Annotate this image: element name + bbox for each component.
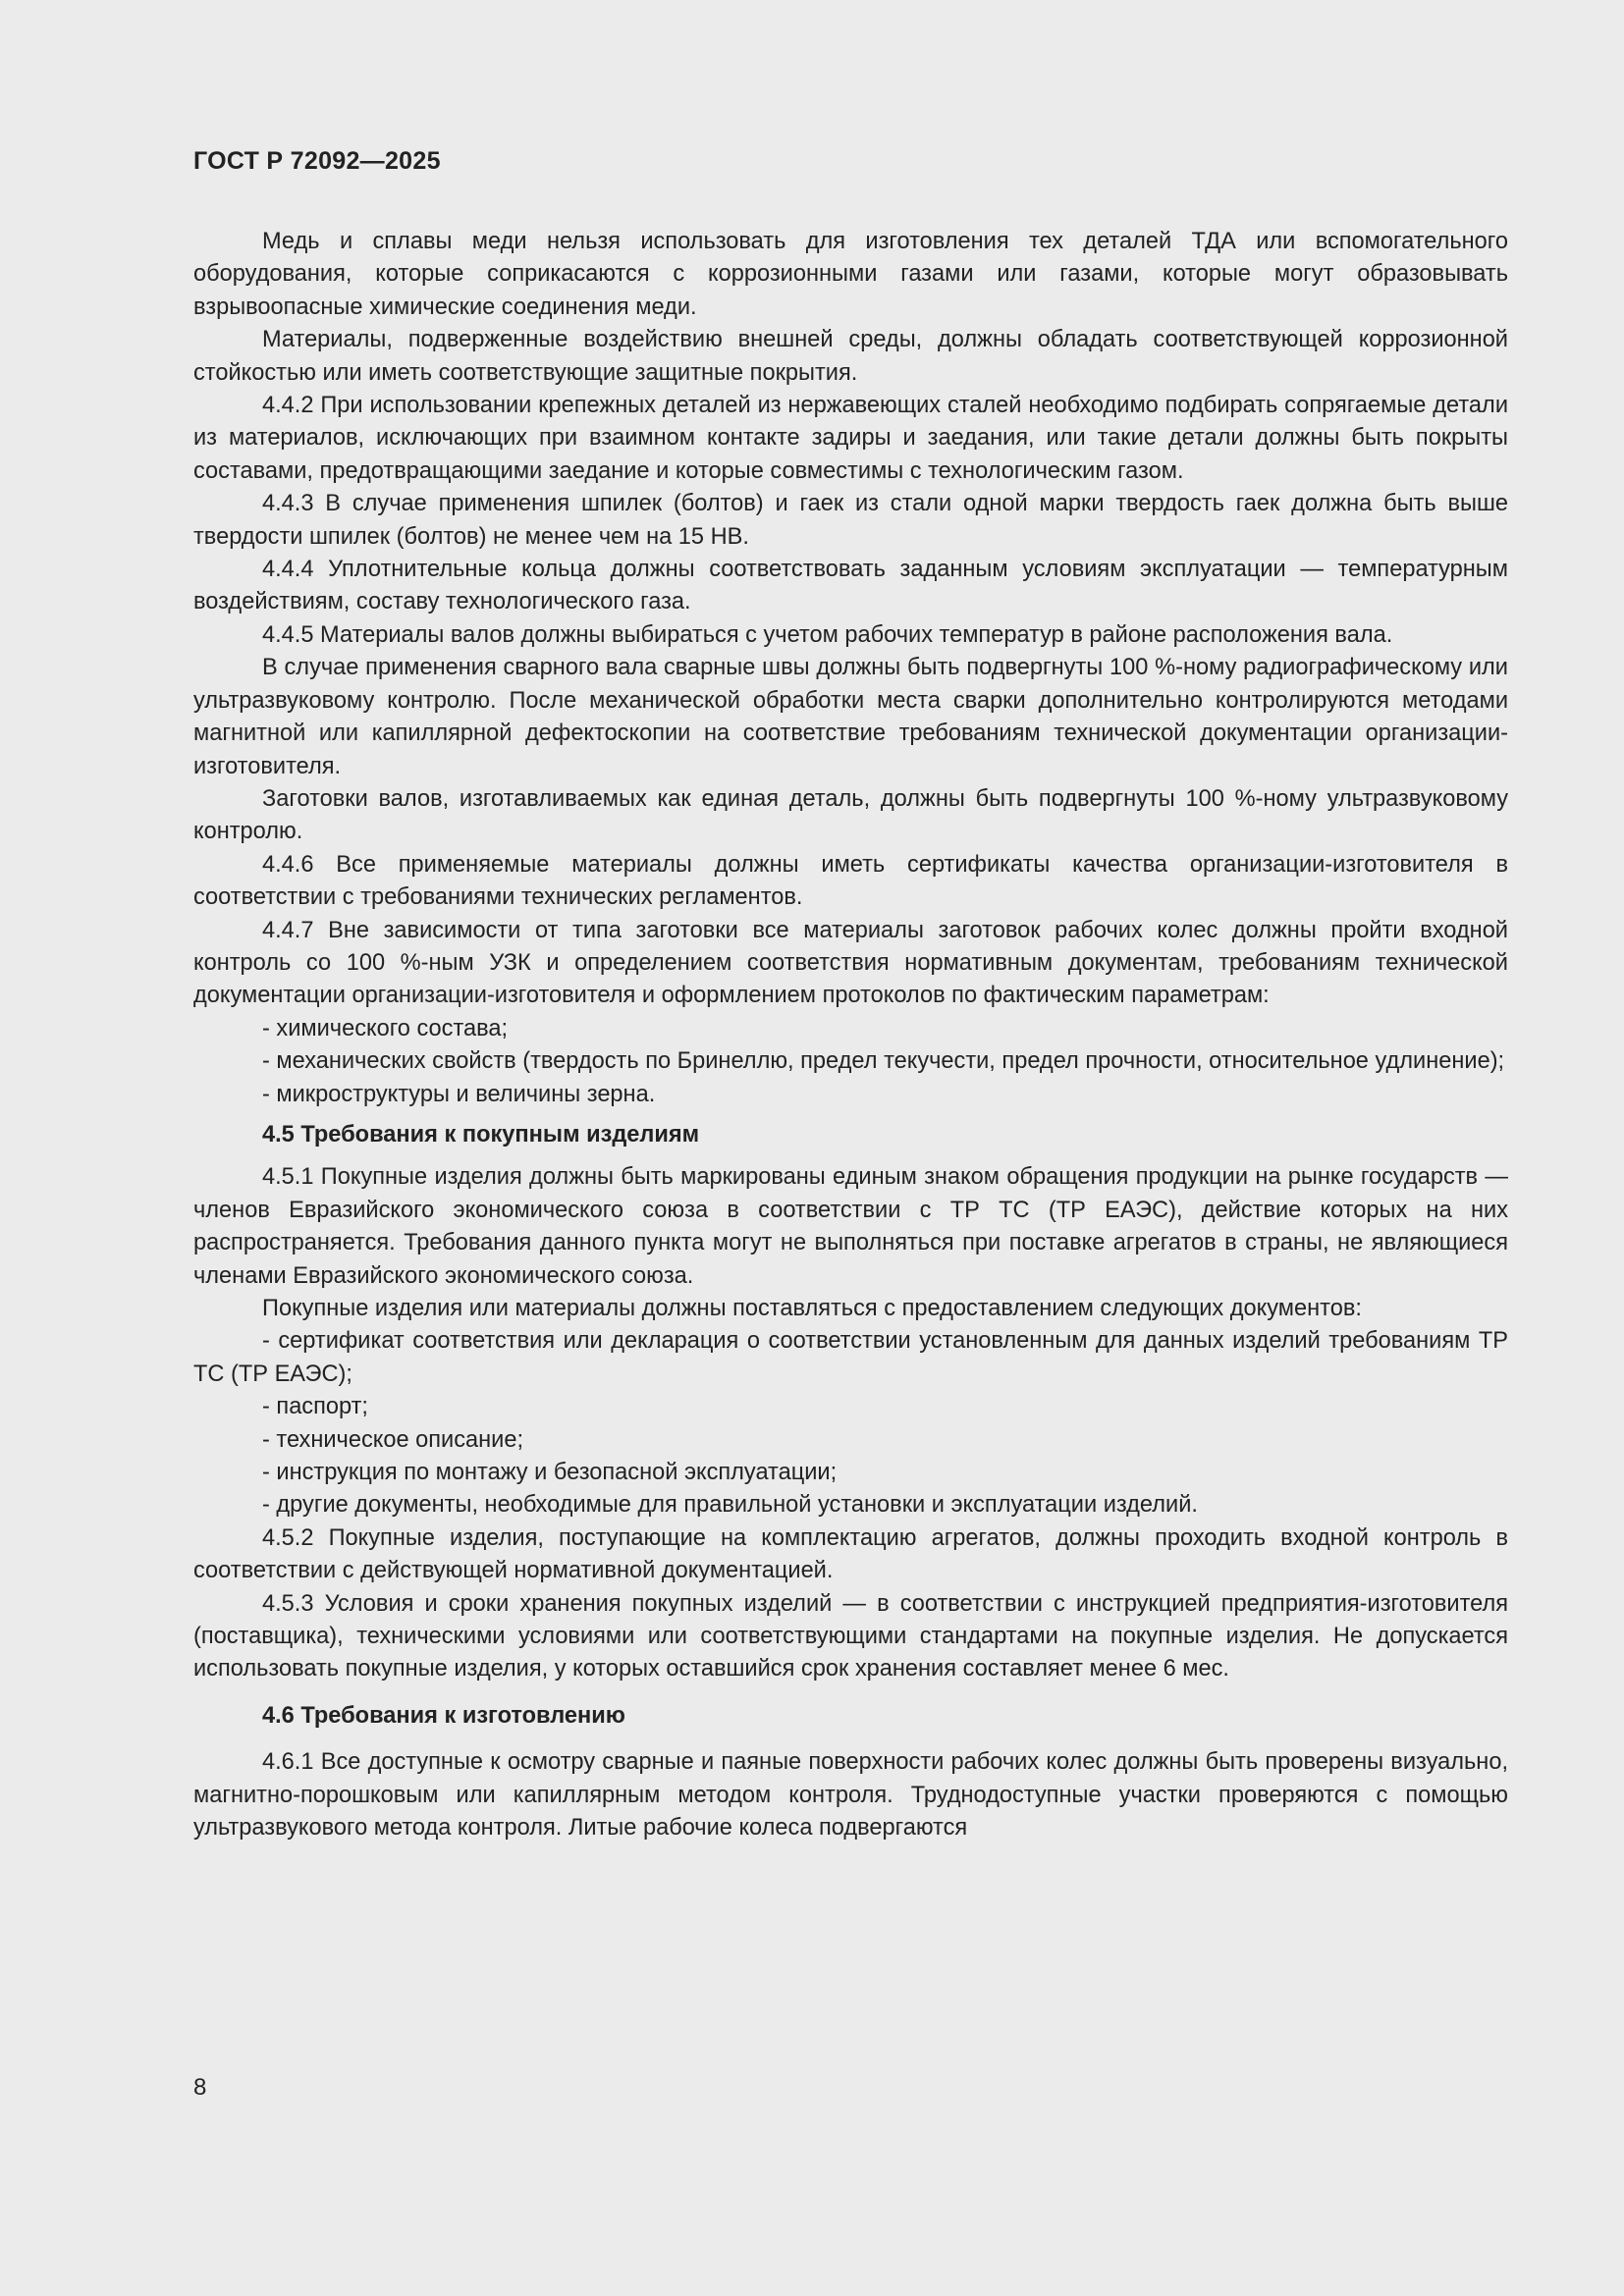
document-body — [193, 226, 1508, 1845]
list-item: - сертификат соответствия или декларация о соответствии установленным для данных изделий требованиям ТР ТС (ТР ЕАЭС); — [193, 1328, 1508, 1387]
list-item: - инструкция по монтажу и безопасной эксплуатации; — [262, 1460, 838, 1486]
paragraph: 4.5.1 Покупные изделия должны быть маркированы единым знаком обращения продукции на рынке государств — членов Евразийского экономического союза в соответствии с ТР ТС (ТР ЕАЭС), действие которых на них распространяется. Требования данного пункта могут не выполняться при поставке агрегатов в страны, не являющиеся членами Евразийского экономического союза. — [193, 1164, 1508, 1289]
paragraph: Покупные изделия или материалы должны поставляться с предоставлением следующих документов: — [262, 1296, 1362, 1321]
paragraph: 4.5.2 Покупные изделия, поступающие на комплектацию агрегатов, должны проходить входной контроль в соответствии с действующей нормативной документацией. — [193, 1524, 1508, 1584]
paragraph: 4.4.5 Материалы валов должны выбираться с учетом рабочих температур в районе расположения вала. — [262, 621, 1393, 648]
paragraph: 4.4.2 При использовании крепежных деталей из нержавеющих сталей необходимо подбирать сопрягаемые детали из материалов, исключающих при взаимном контакте задиры и заедания, или такие детали должны быть покрыты составами, предотвращающими заедание и которые совместимы с технологическим газом. — [193, 393, 1508, 484]
paragraph: Медь и сплавы меди нельзя использовать для изготовления тех деталей ТДА или вспомогательного оборудования, которые соприкасаются с коррозионными газами или газами, которые могут образовывать взрывоопасные химические соединения меди. — [193, 229, 1508, 320]
list-item: - другие документы, необходимые для правильной установки и эксплуатации изделий. — [262, 1492, 1198, 1519]
paragraph: Материалы, подверженные воздействию внешней среды, должны обладать соответствующей коррозионной стойкостью или иметь соответствующие защитные покрытия. — [193, 327, 1508, 386]
paragraph: 4.4.3 В случае применения шпилек (болтов) и гаек из стали одной марки твердость гаек должна быть выше твердости шпилек (болтов) не менее чем на 15 HB. — [193, 491, 1508, 550]
list-item: - паспорт; — [262, 1394, 368, 1420]
list-item: - механических свойств (твердость по Бринеллю, предел текучести, предел прочности, относительное удлинение); — [262, 1048, 1505, 1075]
section-heading: 4.5 Требования к покупным изделиям — [262, 1121, 700, 1148]
list-item: - химического состава; — [262, 1015, 509, 1041]
paragraph: В случае применения сварного вала сварные швы должны быть подвергнуты 100 %-ному радиографическому или ультразвуковому контролю. После механической обработки места сварки дополнительно контролируются методами магнитной или капиллярной дефектоскопии на соответствие требованиям технической документации организации-изготовителя. — [193, 655, 1508, 779]
paragraph: 4.4.7 Вне зависимости от типа заготовки все материалы заготовок рабочих колес должны пройти входной контроль со 100 %-ным УЗК и определением соответствия нормативным документам, требованиям технической документации организации-изготовителя и оформлением протоколов по фактическим параметрам: — [193, 917, 1508, 1009]
page-number: 8 — [193, 2074, 207, 2101]
document-header: ГОСТ Р 72092—2025 — [193, 147, 441, 175]
paragraph: 4.4.4 Уплотнительные кольца должны соответствовать заданным условиям эксплуатации — температурным воздействиям, составу технологического газа. — [193, 557, 1508, 615]
paragraph: Заготовки валов, изготавливаемых как единая деталь, должны быть подвергнуты 100 %-ному ультразвуковому контролю. — [193, 785, 1508, 845]
paragraph: 4.6.1 Все доступные к осмотру сварные и паяные поверхности рабочих колес должны быть проверены визуально, магнитно-порошковым или капиллярным методом контроля. Труднодоступные участки проверяются с помощью ультразвукового метода контроля. Литые рабочие колеса подвергаются — [193, 1749, 1508, 1842]
paragraph: 4.4.6 Все применяемые материалы должны иметь сертификаты качества организации-изготовителя в соответствии с требованиями технических регламентов. — [193, 851, 1508, 911]
list-item: - техническое описание; — [262, 1426, 524, 1453]
section-heading: 4.6 Требования к изготовлению — [262, 1702, 625, 1729]
paragraph: 4.5.3 Условия и сроки хранения покупных изделий — в соответствии с инструкцией предприятия-изготовителя (поставщика), техническими условиями или соответствующими стандартами на покупные изделия. Не допускается использовать покупные изделия, у которых оставшийся срок хранения составляет менее 6 мес. — [193, 1590, 1508, 1682]
list-item: - микроструктуры и величины зерна. — [262, 1081, 656, 1107]
